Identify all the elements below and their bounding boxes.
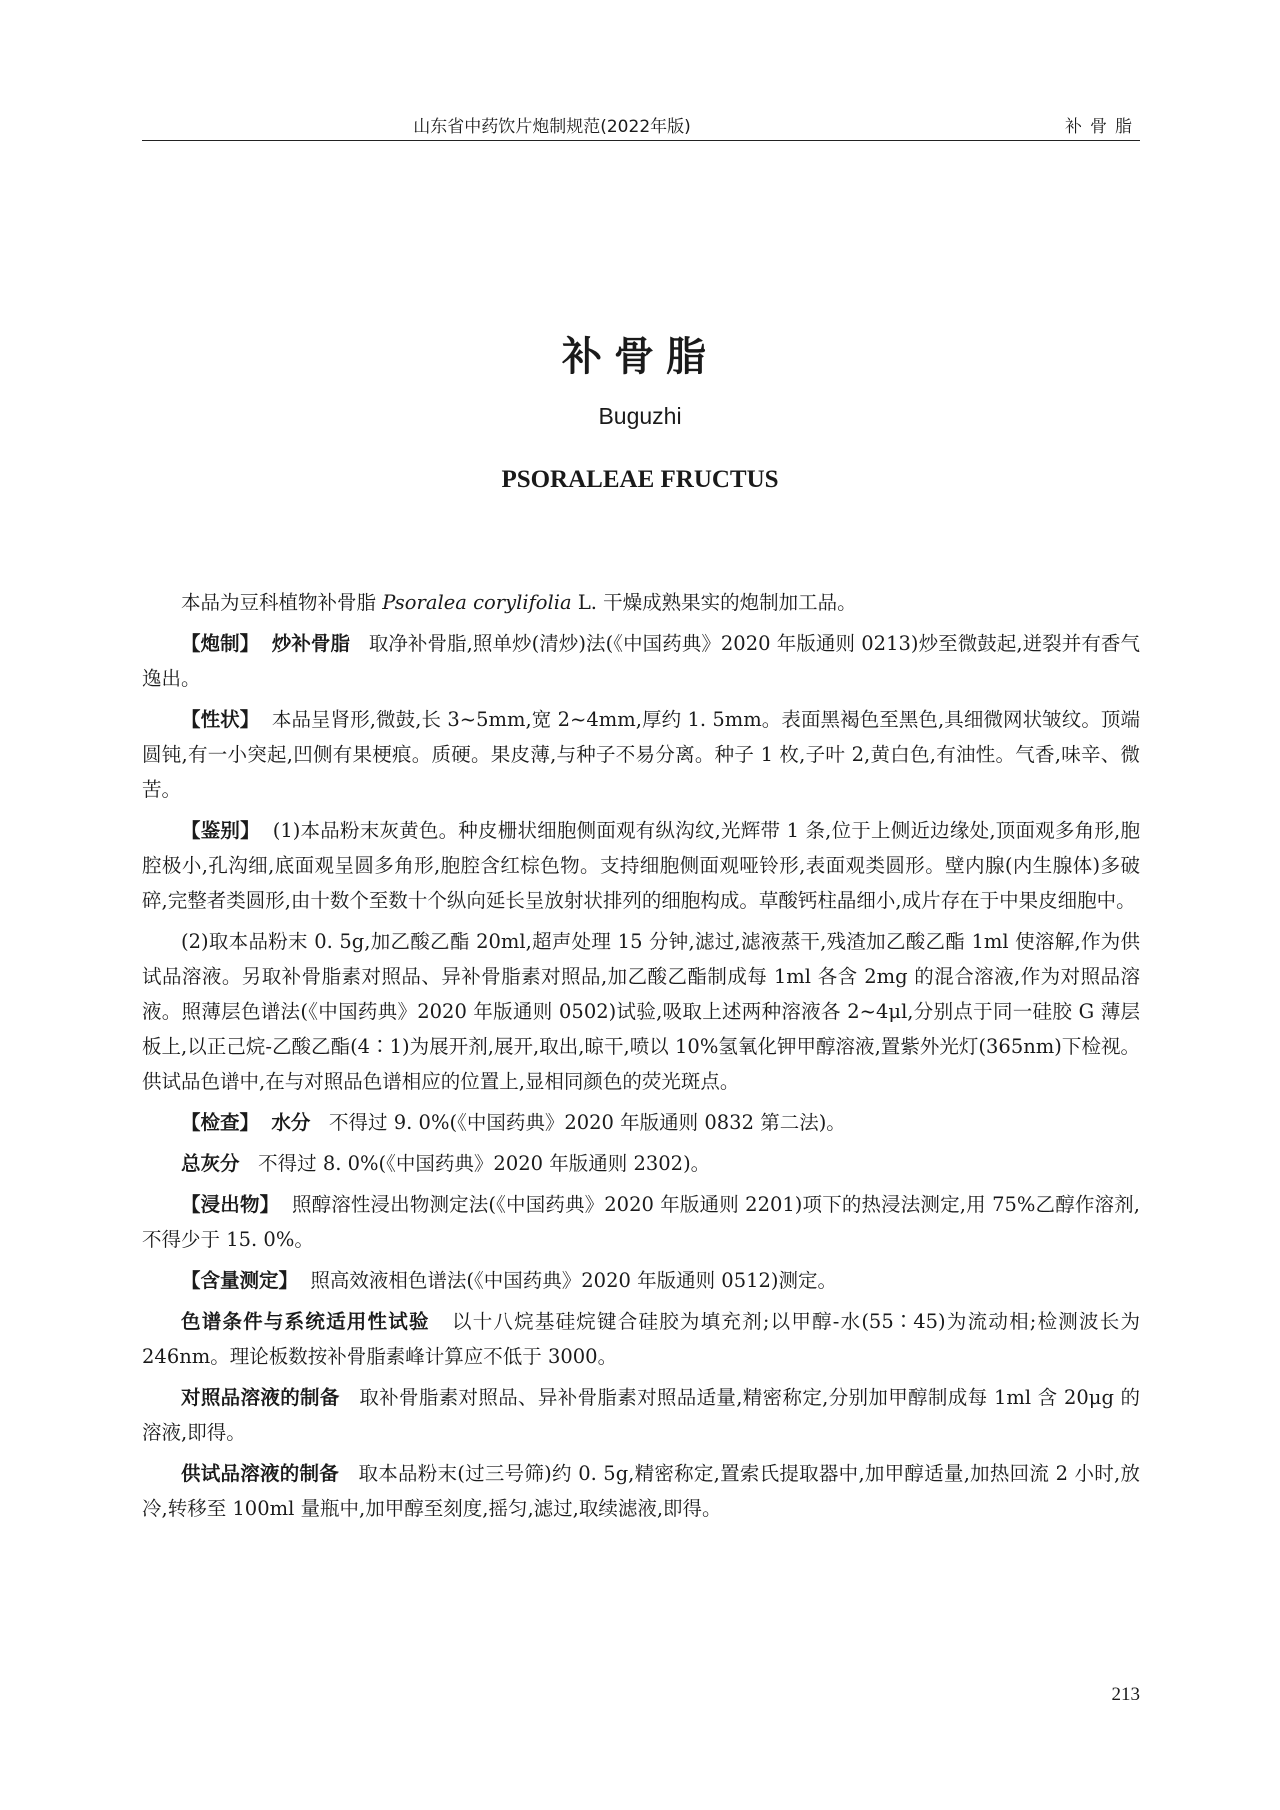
processing-section [142,626,1140,696]
test-solution [142,1456,1140,1526]
running-header [142,106,1140,141]
assay-section [142,1263,1140,1298]
ref-text: 取补骨脂素对照品、异补骨脂素对照品适量,精密称定,分别加甲醇制成每 1ml 含 20μg 的溶液,即得。 [142,1386,1140,1444]
ash-label: 总灰分 [181,1152,240,1175]
ref-label: 对照品溶液的制备 [181,1386,340,1409]
inspection-section [142,1105,1140,1140]
inspection-label: 【检查】 [181,1111,260,1134]
species-name: Psoralea corylifolia [382,591,572,614]
water-text: 不得过 9. 0%(《中国药典》2020 年版通则 0832 第二法)。 [329,1111,846,1134]
identification-section [142,813,1140,918]
pinyin-name: Buguzhi [598,403,682,429]
processing-method: 炒补骨脂 [271,632,351,655]
test-label: 供试品溶液的制备 [181,1462,340,1485]
intro-post: L. 干燥成熟果实的炮制加工品。 [571,591,857,614]
extract-section [142,1187,1140,1257]
identification-tlc [142,924,1140,1099]
description-text: 本品呈肾形,微鼓,长 3~5mm,宽 2~4mm,厚约 1. 5mm。表面黑褐色至黑色,具细微网状皱纹。顶端圆钝,有一小突起,凹侧有果梗痕。质硬。果皮薄,与种子不易分离。种子 1 枚,子叶 2,黄白色,有油性。气香,味辛、微苦。 [142,708,1140,801]
monograph-title: 补骨脂 [562,334,718,380]
assay-text: 照高效液相色谱法(《中国药典》2020 年版通则 0512)测定。 [310,1269,838,1292]
processing-text: 取净补骨脂,照单炒(清炒)法(《中国药典》2020 年版通则 0213)炒至微鼓起,迸裂并有香气逸出。 [142,632,1140,690]
description-label: 【性状】 [181,708,260,731]
latin-name: PSORALEAE FRUCTUS [501,466,779,493]
identification-text-2: (2)取本品粉末 0. 5g,加乙酸乙酯 20ml,超声处理 15 分钟,滤过,滤液蒸干,残渣加乙酸乙酯 1ml 使溶解,作为供试品溶液。另取补骨脂素对照品、异补骨脂素对照品,加乙酸乙酯制成每 1ml 各含 2mg 的混合溶液,作为对照品溶液。照薄层色谱法(《中国药典》2020 年版通则 0502)试验,吸取上述两种溶液各 2~4μl,分别点于同一硅胶 G 薄层板上,以正己烷-乙酸乙酯(4∶1)为展开剂,展开,取出,晾干,喷以 10%氢氧化钾甲醇溶液,置紫外光灯(365nm)下检视。供试品色谱中,在与对照品色谱相应的位置上,显相同颜色的荧光斑点。 [142,930,1140,1093]
description-section [142,702,1140,807]
reference-solution [142,1380,1140,1450]
header-herb-name: 补骨脂 [1065,117,1140,137]
ash-text: 不得过 8. 0%(《中国药典》2020 年版通则 2302)。 [258,1152,711,1175]
extract-label: 【浸出物】 [181,1193,280,1216]
intro-paragraph [142,585,1140,620]
ash-section [142,1146,1140,1181]
monograph-body [142,585,1140,1532]
chrom-label: 色谱条件与系统适用性试验 [181,1310,430,1333]
book-title: 山东省中药饮片炮制规范(2022年版) [413,117,691,137]
identification-text-1: (1)本品粉末灰黄色。种皮栅状细胞侧面观有纵沟纹,光辉带 1 条,位于上侧近边缘处,顶面观多角形,胞腔极小,孔沟细,底面观呈圆多角形,胞腔含红棕色物。支持细胞侧面观哑铃形,表面观类圆形。壁内腺(内生腺体)多破碎,完整者类圆形,由十数个至数十个纵向延长呈放射状排列的细胞构成。草酸钙柱晶细小,成片存在于中果皮细胞中。 [142,819,1140,912]
extract-text: 照醇溶性浸出物测定法(《中国药典》2020 年版通则 2201)项下的热浸法测定,用 75%乙醇作溶剂,不得少于 15. 0%。 [142,1193,1140,1251]
processing-label: 【炮制】 [181,632,260,655]
identification-label: 【鉴别】 [181,819,260,842]
assay-label: 【含量测定】 [181,1269,299,1292]
chrom-text: 以十八烷基硅烷键合硅胶为填充剂;以甲醇-水(55∶45)为流动相;检测波长为 246nm。理论板数按补骨脂素峰计算应不低于 3000。 [142,1310,1140,1368]
water-label: 水分 [271,1111,311,1134]
page-number: 213 [1111,1684,1140,1705]
chromatography-conditions [142,1304,1140,1374]
test-text: 取本品粉末(过三号筛)约 0. 5g,精密称定,置索氏提取器中,加甲醇适量,加热回流 2 小时,放冷,转移至 100ml 量瓶中,加甲醇至刻度,摇匀,滤过,取续滤液,即得。 [142,1462,1140,1520]
intro-pre: 本品为豆科植物补骨脂 [181,591,383,614]
